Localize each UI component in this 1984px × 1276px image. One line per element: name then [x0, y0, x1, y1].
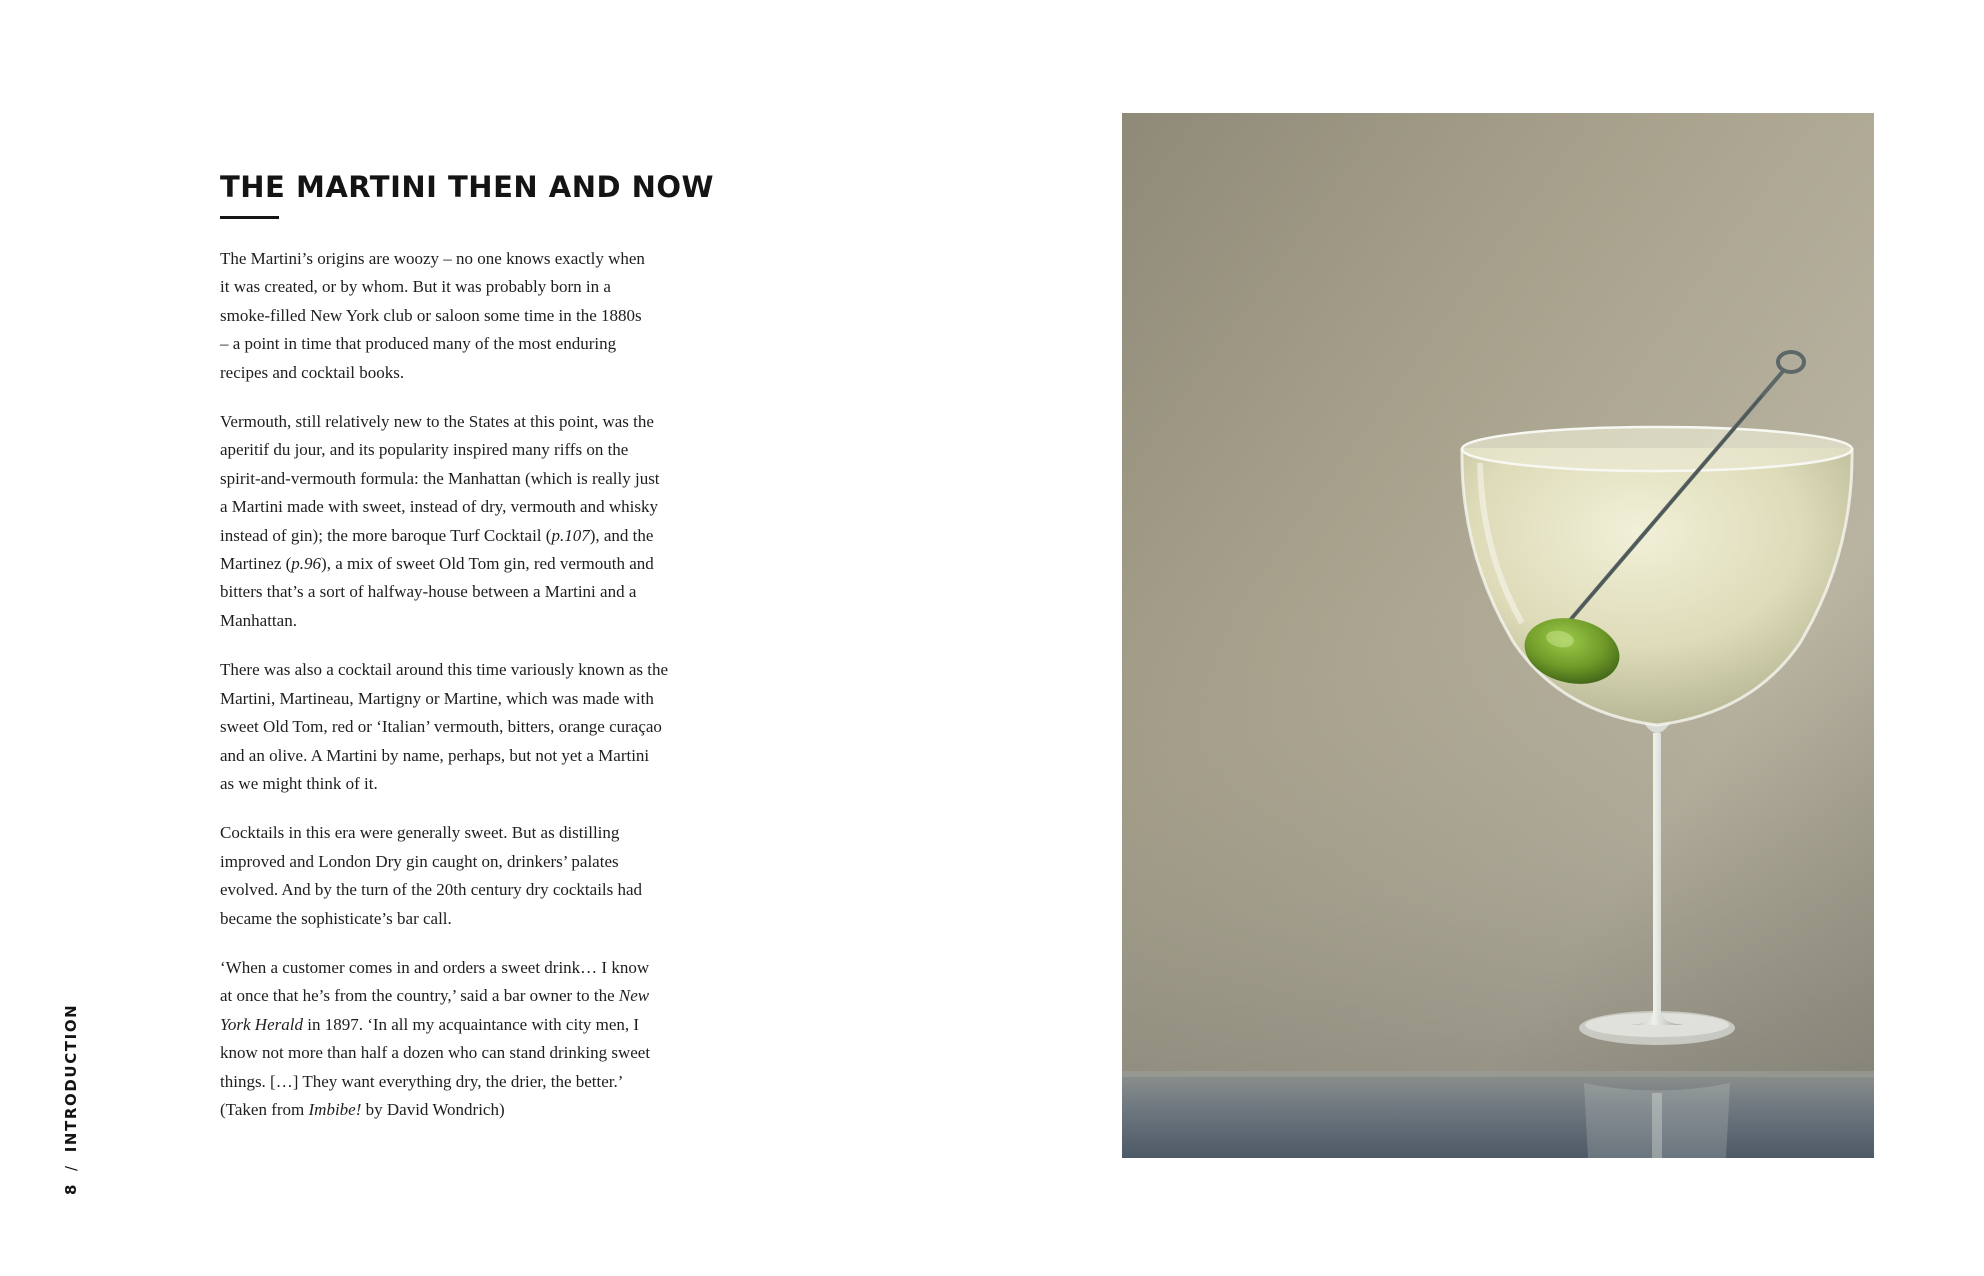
text-line: became the sophisticate’s bar call.	[220, 908, 452, 928]
publication-name: York Herald	[220, 1014, 303, 1034]
text-line: – a point in time that produced many of the most enduring	[220, 334, 617, 354]
text-line: aperitif du jour, and its popularity inspired many riffs on the	[220, 440, 629, 460]
paragraph-quote	[220, 954, 682, 1124]
running-footer	[62, 1004, 80, 1195]
text-line: a Martini made with sweet, instead of dry, vermouth and whisky	[220, 497, 658, 517]
martini-photo	[1122, 113, 1874, 1158]
book-title: Imbibe!	[308, 1099, 362, 1119]
text-segment: (Taken from	[220, 1099, 309, 1119]
text-line: The Martini’s origins are woozy – no one knows exactly when	[220, 249, 645, 268]
text-line: it was created, or by whom. But it was probably born in a	[220, 277, 611, 297]
martini-photo-illustration	[1122, 113, 1874, 1158]
article-body	[220, 245, 682, 1145]
paragraph-martine	[220, 656, 682, 798]
text-segment: instead of gin); the more baroque Turf Cocktail (	[220, 525, 552, 545]
title-underline	[220, 216, 279, 219]
text-segment: in 1897. ‘In all my acquaintance with city men, I	[302, 1014, 640, 1034]
text-segment: by David Wondrich)	[361, 1099, 505, 1119]
text-line: smoke-filled New York club or saloon some time in the 1880s	[220, 305, 642, 325]
paragraph-sweet-era	[220, 819, 682, 933]
page-reference-martinez: p.96	[291, 554, 322, 574]
text-segment: at once that he’s from the country,’ said a bar owner to the	[220, 986, 619, 1006]
text-segment: ), a mix of sweet Old Tom gin, red vermouth and	[321, 554, 654, 574]
text-line: Manhattan.	[220, 610, 297, 630]
publication-name: New	[618, 986, 650, 1006]
text-line: and an olive. A Martini by name, perhaps, but not yet a Martini	[220, 745, 650, 765]
text-line	[220, 1096, 682, 1124]
text-line: sweet Old Tom, red or ‘Italian’ vermouth, bitters, orange curaçao	[220, 717, 662, 737]
text-line	[220, 522, 682, 550]
text-line: recipes and cocktail books.	[220, 362, 405, 382]
text-line: spirit-and-vermouth formula: the Manhattan (which is really just	[220, 468, 660, 488]
text-line: things. […] They want everything dry, the drier, the better.’	[220, 1071, 624, 1091]
text-segment: Martinez (	[220, 554, 292, 574]
text-segment: ), and the	[589, 525, 654, 545]
text-line: ‘When a customer comes in and orders a sweet drink… I know	[220, 957, 650, 977]
page-number: 8	[62, 1182, 80, 1195]
text-line: as we might think of it.	[220, 773, 378, 793]
section-separator: /	[62, 1164, 80, 1171]
text-line	[220, 982, 682, 1010]
text-line: Cocktails in this era were generally sweet. But as distilling	[220, 823, 620, 843]
text-line	[220, 1011, 682, 1039]
text-line: Vermouth, still relatively new to the States at this point, was the	[220, 412, 654, 432]
text-line: know not more than half a dozen who can stand drinking sweet	[220, 1043, 651, 1063]
text-line: Martini, Martineau, Martigny or Martine, which was made with	[220, 688, 654, 708]
text-line	[220, 550, 682, 578]
page-reference-turf-cocktail: p.107	[551, 525, 590, 545]
text-line: bitters that’s a sort of halfway-house between a Martini and a	[220, 582, 637, 602]
page-title: THE MARTINI THEN AND NOW	[220, 170, 715, 204]
section-label: INTRODUCTION	[62, 1003, 80, 1153]
paragraph-vermouth	[220, 408, 682, 635]
paragraph-origins	[220, 245, 682, 387]
text-line: improved and London Dry gin caught on, drinkers’ palates	[220, 851, 619, 871]
text-line: There was also a cocktail around this time variously known as the	[220, 660, 669, 680]
text-line: evolved. And by the turn of the 20th century dry cocktails had	[220, 880, 643, 900]
